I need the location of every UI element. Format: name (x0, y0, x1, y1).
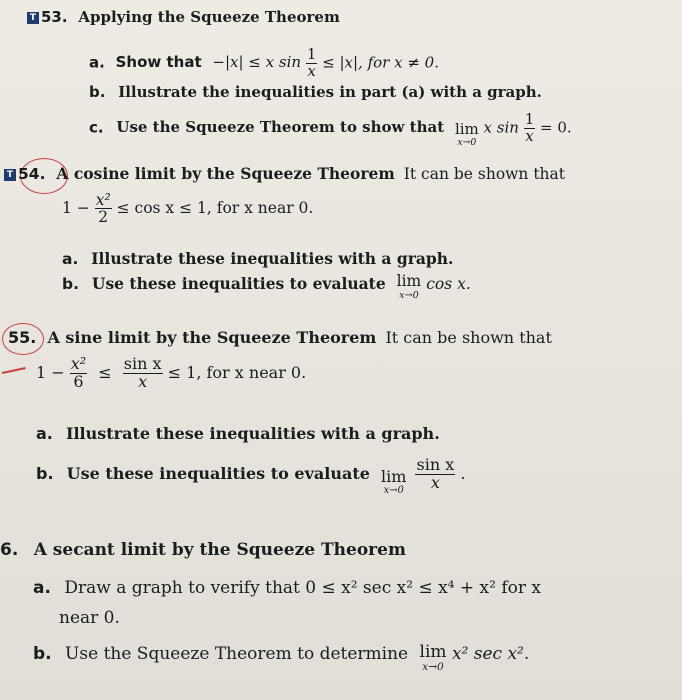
technology-icon: T (4, 169, 16, 181)
part-label: a. (33, 578, 51, 598)
denominator: 2 (98, 208, 109, 227)
problem-54-header (4, 164, 565, 183)
part-text: Use the Squeeze Theorem to determine (65, 644, 409, 664)
problem-55-part-a (36, 424, 440, 443)
lim-subscript: x→0 (457, 137, 477, 148)
problem-55-part-b (36, 457, 465, 496)
part-label: b. (33, 644, 52, 664)
part-label: a. (36, 424, 53, 443)
part-text: Use these inequalities to evaluate (66, 463, 370, 483)
lim-subscript: x→0 (422, 661, 444, 673)
part-text: Illustrate the inequalities in part (a) with a graph. (118, 83, 542, 101)
problem-56-part-a-cont (59, 608, 120, 628)
problem-56-part-b (33, 644, 529, 673)
lim-text: lim (419, 642, 447, 662)
lim-text: lim (396, 272, 422, 290)
problem-number: 6. (0, 540, 19, 560)
problem-54-part-b (62, 274, 471, 300)
math-expression: x sin (483, 118, 519, 137)
numerator: x² (70, 354, 87, 373)
denominator: x (307, 61, 316, 80)
lim-text: lim (454, 120, 479, 138)
numerator: 1 (524, 110, 535, 128)
part-text: Draw a graph to verify that 0 ≤ x² sec x² ≤ x⁴ + x² for x (64, 578, 541, 598)
part-text: Use the Squeeze Theorem to show that (116, 118, 445, 137)
math-expression: = 0. (540, 118, 572, 137)
math-expression: cos x. (426, 275, 471, 293)
numerator: x² (95, 191, 111, 209)
math-expression: . (460, 463, 466, 483)
part-label: b. (36, 463, 54, 483)
part-label: a. (89, 53, 105, 72)
problem-54-part-a (62, 249, 453, 268)
denominator: 6 (73, 371, 84, 391)
math-expression: 1 − (36, 362, 65, 382)
limit (381, 457, 406, 496)
part-label: a. (62, 250, 79, 268)
fraction (524, 112, 536, 145)
part-text: Use these inequalities to evaluate (91, 274, 386, 293)
math-expression: −|x| ≤ x sin (212, 53, 302, 72)
fraction (123, 356, 163, 391)
part-text: Show that (115, 53, 202, 72)
limit (420, 644, 447, 673)
numerator: 1 (306, 45, 317, 63)
problem-53-part-a (89, 47, 439, 80)
math-expression: ≤ cos x ≤ 1, for x near 0. (116, 198, 314, 217)
part-text: Illustrate these inequalities with a graph. (65, 424, 440, 443)
denominator: x (525, 126, 534, 145)
problem-55-inequality (36, 356, 306, 391)
problem-intro: It can be shown that (385, 328, 552, 347)
problem-number: 54. (18, 165, 46, 183)
math-expression: ≤ (98, 362, 112, 382)
problem-title: A cosine limit by the Squeeze Theorem (56, 164, 395, 183)
problem-56-part-a (33, 578, 541, 598)
math-expression: 1 − (62, 198, 90, 217)
problem-intro: It can be shown that (403, 165, 566, 183)
part-label: b. (89, 83, 106, 101)
technology-icon: T (27, 12, 39, 24)
math-expression: ≤ 1, for x near 0. (167, 362, 307, 382)
lim-text: lim (380, 467, 407, 486)
limit (397, 274, 422, 300)
part-text: near 0. (59, 608, 120, 628)
problem-number: 53. (41, 8, 68, 26)
annotation-mark (2, 367, 26, 373)
problem-title: Applying the Squeeze Theorem (78, 8, 340, 26)
problem-53-part-c (89, 112, 572, 147)
limit (455, 112, 479, 147)
numerator: sin x (416, 455, 455, 474)
problem-53-part-b (89, 83, 542, 101)
math-expression: ≤ |x|, for x ≠ 0. (322, 53, 439, 72)
fraction (95, 192, 112, 226)
part-label: c. (89, 118, 104, 137)
lim-subscript: x→0 (399, 289, 419, 301)
problem-title: A sine limit by the Squeeze Theorem (47, 328, 377, 347)
numerator: sin x (123, 354, 162, 373)
math-expression: x² sec x². (451, 644, 530, 664)
fraction (306, 47, 318, 80)
part-text: Illustrate these inequalities with a graph. (91, 249, 454, 268)
part-label: b. (62, 275, 79, 293)
fraction (415, 457, 455, 492)
problem-54-inequality (62, 192, 313, 226)
lim-subscript: x→0 (383, 485, 404, 496)
denominator: x (138, 371, 148, 391)
problem-56-header (0, 540, 406, 560)
fraction (70, 356, 87, 391)
problem-55-header (8, 328, 552, 347)
problem-title: A secant limit by the Squeeze Theorem (33, 540, 406, 560)
problem-number: 55. (8, 328, 37, 347)
denominator: x (430, 472, 440, 492)
problem-53-header (27, 8, 340, 26)
